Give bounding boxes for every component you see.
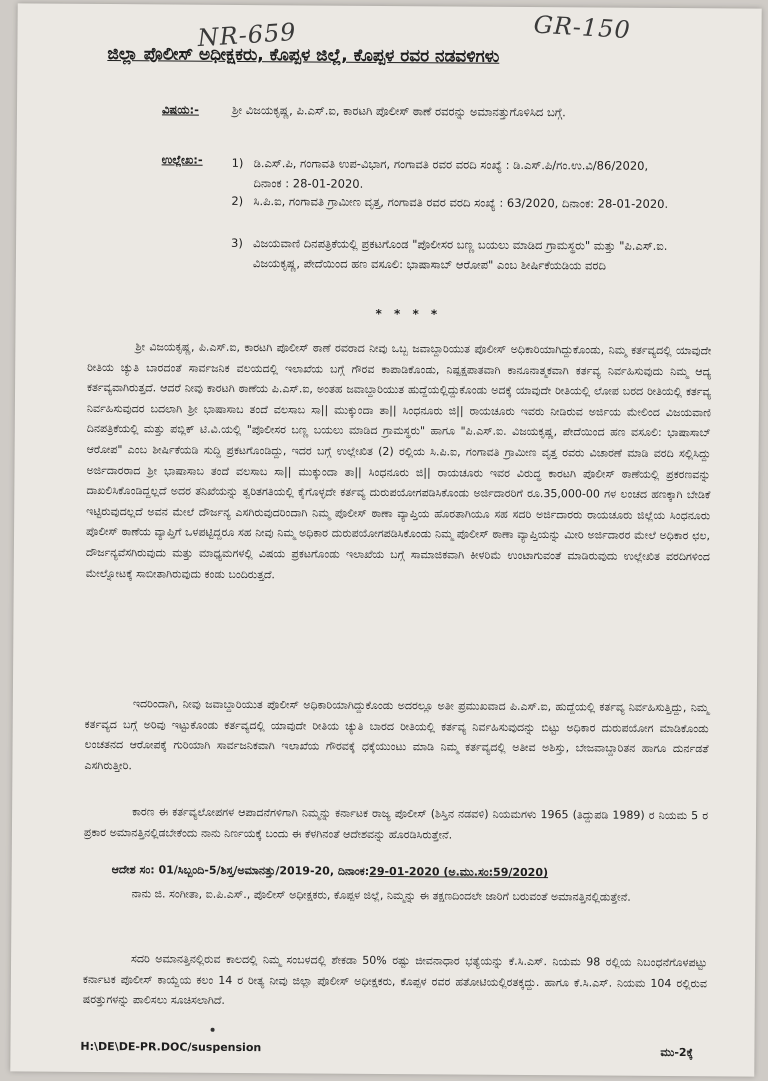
reference-item	[231, 153, 681, 196]
reference-number: 2)	[231, 193, 244, 208]
reference-item	[231, 233, 681, 276]
order-date-ref: 29-01-2020 (ಅ.ಮು.ಸಂ:59/2020)	[369, 864, 549, 880]
reference-text: ಸಿ.ಪಿ.ಐ, ಗಂಗಾವತಿ ಗ್ರಾಮೀಣ ವೃತ್ತ, ಗಂಗಾವತಿ ರವರ ವರದಿ ಸಂಖ್ಯೆ : 63/2020, ದಿನಾಂಕ: 28-01-2020.	[253, 194, 669, 211]
handwritten-annotation-right: GR-150	[532, 10, 632, 45]
document-page	[10, 3, 761, 1076]
reference-item	[231, 191, 681, 214]
document-title: ಜಿಲ್ಲಾ ಪೊಲೀಸ್ ಅಧೀಕ್ಷಕರು, ಕೊಪ್ಪಳ ಜಿಲ್ಲೆ, ಕೊಪ್ಪಳ ರವರ ನಡವಳಿಗಳು	[107, 44, 500, 67]
subject-block	[162, 99, 682, 123]
ink-dot	[211, 1028, 215, 1032]
closing-paragraph: ನಾನು ಜಿ. ಸಂಗೀತಾ, ಐ.ಪಿ.ಎಸ್., ಪೊಲೀಸ್ ಅಧೀಕ್ಷಕರು, ಕೊಪ್ಪಳ ಜಿಲ್ಲೆ, ನಿಮ್ಮನ್ನು ಈ ತಕ್ಷಣದಿಂದಲೇ ಜಾರಿಗೆ ಬರುವಂತೆ ಅಮಾನತ್ತಿನಲ್ಲಿಡುತ್ತೇನೆ.	[131, 887, 631, 904]
body-paragraph: ಕಾರಣ ಈ ಕರ್ತವ್ಯಲೋಪಗಳ ಆಪಾದನೆಗಳಿಗಾಗಿ ನಿಮ್ಮನ್ನು ಕರ್ನಾಟಕ ರಾಜ್ಯ ಪೊಲೀಸ್ (ಶಿಸ್ತಿನ ನಡವಳಿ) ನಿಯಮಗಳು 1965 (ತಿದ್ದುಪಡಿ 1989) ರ ನಿಯಮ 5 ರ ಪ್ರಕಾರ ಅಮಾನತ್ತಿನಲ್ಲಿಡಬೇಕೆಂದು ನಾನು ನಿರ್ಣಯಕ್ಕೆ ಬಂದು ಈ ಕೆಳಗಿನಂತೆ ಆದೇಶವನ್ನು ಹೊರಡಿಸಿರುತ್ತೇನೆ.	[83, 805, 709, 842]
reference-text: ವಿಜಯವಾಣಿ ದಿನಪತ್ರಿಕೆಯಲ್ಲಿ ಪ್ರಕಟಗೊಂಡ "ಪೊಲೀಸರ ಬಣ್ಣ ಬಯಲು ಮಾಡಿದ ಗ್ರಾಮಸ್ಥರು" ಮತ್ತು "ಪಿ.ಎಸ್.ಐ. ವಿಜಯಕೃಷ್ಣ, ಪೇದೆಯಿಂದ ಹಣ ವಸೂಲಿ: ಭಾಷಾಸಾಬ್ ಆರೋಪ" ಎಂಬ ಶೀರ್ಷಿಕೆಯಡಿಯ ವರದಿ	[252, 236, 668, 273]
subject-label: ವಿಷಯ:-	[161, 102, 199, 117]
reference-number: 3)	[231, 235, 243, 250]
subject-text: ಶ್ರೀ ವಿಜಯಕೃಷ್ಣ, ಪಿ.ಎಸ್.ಐ, ಕಾರಟಗಿ ಪೊಲೀಸ್ ಠಾಣೆ ರವರನ್ನು ಅಮಾನತ್ತುಗೊಳಿಸಿದ ಬಗ್ಗೆ.	[231, 102, 566, 120]
handwritten-annotation-left: NR-659	[196, 17, 298, 53]
closing-paragraph: ಸದರಿ ಅಮಾನತ್ತಿನಲ್ಲಿರುವ ಕಾಲದಲ್ಲಿ ನಿಮ್ಮ ಸಂಬಳದಲ್ಲಿ ಶೇಕಡಾ 50% ರಷ್ಟು ಜೀವನಾಧಾರ ಭತ್ಯೆಯನ್ನು ಕೆ.ಸಿ.ಎಸ್. ನಿಯಮ 98 ರಲ್ಲಿಯ ನಿಬಂಧನೆಗೊಳಪಟ್ಟು ಕರ್ನಾಟಕ ಪೊಲೀಸ್ ಕಾಯ್ದೆಯ ಕಲಂ 14 ರ ರೀತ್ಯ ನೀವು ಜಿಲ್ಲಾ ಪೊಲೀಸ್ ಅಧೀಕ್ಷಕರು, ಕೊಪ್ಪಳ ರವರ ಹತೋಟಿಯಲ್ಲಿರತಕ್ಕದ್ದು. ಹಾಗೂ ಕೆ.ಸಿ.ಎಸ್. ನಿಯಮ 104 ರಲ್ಲಿರುವ ಷರತ್ತುಗಳನ್ನು ಪಾಲಿಸಲು ಸೂಚಿಸಲಾಗಿದೆ.	[82, 952, 708, 1008]
reference-number: 1)	[231, 155, 244, 170]
references-label: ಉಲ್ಲೇಖ:-	[161, 152, 203, 167]
page-continuation: ಮು-2ಕ್ಕೆ	[660, 1045, 694, 1060]
body-paragraph: ಇದರಿಂದಾಗಿ, ನೀವು ಜವಾಬ್ದಾರಿಯುತ ಪೊಲೀಸ್ ಅಧಿಕಾರಿಯಾಗಿದ್ದುಕೊಂಡು ಅದರಲ್ಲೂ ಅತೀ ಪ್ರಮುಖವಾದ ಪಿ.ಎಸ್.ಐ, ಹುದ್ದೆಯಲ್ಲಿ ಕರ್ತವ್ಯ ನಿರ್ವಹಿಸುತ್ತಿದ್ದು, ನಿಮ್ಮ ಕರ್ತವ್ಯದ ಬಗ್ಗೆ ಅರಿವು ಇಟ್ಟುಕೊಂಡು ಕರ್ತವ್ಯದಲ್ಲಿ ಯಾವುದೇ ರೀತಿಯ ಚ್ಯುತಿ ಬಾರದ ರೀತಿಯಲ್ಲಿ ಕರ್ತವ್ಯ ನಿರ್ವಹಿಸುವುದನ್ನು ಬಿಟ್ಟು ಅಧಿಕಾರ ದುರುಪಯೋಗ ಮಾಡಿಕೊಂಡು ಲಂಚತನದ ಆರೋಪಕ್ಕೆ ಗುರಿಯಾಗಿ ಸಾರ್ವಜನಿಕವಾಗಿ ಇಲಾಖೆಯ ಗೌರವಕ್ಕೆ ಧಕ್ಕೆಯುಂಟು ಮಾಡಿ ನಿಮ್ಮ ಕರ್ತವ್ಯದಲ್ಲಿ ಅತೀವ ಅಶಿಸ್ತು, ಬೇಜವಾಬ್ದಾರಿತನ ಹಾಗೂ ದುರ್ನಡತೆ ಎಸಗಿರುತ್ತೀರಿ.	[84, 697, 709, 773]
reference-text: ಡಿ.ಎಸ್.ಪಿ, ಗಂಗಾವತಿ ಉಪ-ವಿಭಾಗ, ಗಂಗಾವತಿ ರವರ ವರದಿ ಸಂಖ್ಯೆ : ಡಿ.ಎಸ್.ಪಿ/ಗಂ.ಉ.ವಿ/86/2020, ದಿನಾಂಕ : 28-01-2020.	[253, 156, 649, 191]
section-separator: * * * *	[375, 306, 442, 322]
file-path-footer: H:\DE\DE-PR.DOC/suspension	[80, 1039, 262, 1055]
order-number	[112, 861, 692, 883]
body-paragraph: ಶ್ರೀ ವಿಜಯಕೃಷ್ಣ, ಪಿ.ಎಸ್.ಐ, ಕಾರಟಗಿ ಪೊಲೀಸ್ ಠಾಣೆ ರವರಾದ ನೀವು ಒಬ್ಬ ಜವಾಬ್ದಾರಿಯುತ ಪೊಲೀಸ್ ಅಧಿಕಾರಿಯಾಗಿದ್ದುಕೊಂಡು, ನಿಮ್ಮ ಕರ್ತವ್ಯದಲ್ಲಿ ಯಾವುದೇ ರೀತಿಯ ಚ್ಯುತಿ ಬಾರದಂತೆ ಸಾರ್ವಜನಿಕ ವಲಯದಲ್ಲಿ ಇಲಾಖೆಯ ಬಗ್ಗೆ ಗೌರವ ಕಾಪಾಡಿಕೊಂಡು, ನಿಷ್ಪಕ್ಷಪಾತವಾಗಿ ಕಾನೂನಾತ್ಮಕವಾಗಿ ಕರ್ತವ್ಯ ನಿರ್ವಹಿಸುವುದು ನಿಮ್ಮ ಆದ್ಯ ಕರ್ತವ್ಯವಾಗಿರುತ್ತದೆ. ಆದರೆ ನೀವು ಕಾರಟಗಿ ಠಾಣೆಯ ಪಿ.ಎಸ್.ಐ, ಅಂತಹ ಜವಾಬ್ದಾರಿಯುತ ಹುದ್ದೆಯಲ್ಲಿದ್ದುಕೊಂಡು ಅದಕ್ಕೆ ಯಾವುದೇ ರೀತಿಯಲ್ಲಿ ಲೋಪ ಬರದ ರೀತಿಯಲ್ಲಿ ಕರ್ತವ್ಯ ನಿರ್ವಹಿಸುವುದರ ಬದಲಾಗಿ ಶ್ರೀ ಭಾಷಾಸಾಬ ತಂದೆ ವಲಸಾಬ ಸಾ|| ಮುಕ್ಕುಂದಾ ತಾ|| ಸಿಂಧನೂರು ಜಿ|| ರಾಯಚೂರು ಇವರು ನೀಡಿರುವ ಅರ್ಜಿಯ ಮೇಲಿಂದ ವಿಜಯವಾಣಿ ದಿನಪತ್ರಿಕೆಯಲ್ಲಿ ಮತ್ತು ಪಬ್ಲಿಕ್ ಟಿ.ವಿ.ಯಲ್ಲಿ "ಪೊಲೀಸರ ಬಣ್ಣ ಬಯಲು ಮಾಡಿದ ಗ್ರಾಮಸ್ಥರು" ಹಾಗೂ "ಪಿ.ಎಸ್.ಐ. ವಿಜಯಕೃಷ್ಣ, ಪೇದೆಯಿಂದ ಹಣ ವಸೂಲಿ: ಭಾಷಾಸಾಬ್ ಆರೋಪ" ಎಂಬ ಶೀರ್ಷಿಕೆಯಡಿ ಸುದ್ದಿ ಪ್ರಕಟಗೊಂಡಿದ್ದು, ಇದರ ಬಗ್ಗೆ ಉಲ್ಲೇಖಿತ (2) ರಲ್ಲಿಯ ಸಿ.ಪಿ.ಐ, ಗಂಗಾವತಿ ಗ್ರಾಮೀಣ ವೃತ್ತ ರವರು ವಿಚಾರಣೆ ಮಾಡಿ ವರದಿ ಸಲ್ಲಿಸಿದ್ದು ಅರ್ಜಿದಾರರಾದ ಶ್ರೀ ಭಾಷಾಸಾಬ ತಂದೆ ವಲಸಾಬ ಸಾ|| ಮುಕ್ಕುಂದಾ ತಾ|| ಸಿಂಧನೂರು ಜಿ|| ರಾಯಚೂರು ಇವರ ವಿರುದ್ಧ ಕಾರಟಗಿ ಪೊಲೀಸ್ ಠಾಣೆಯಲ್ಲಿ ಪ್ರಕರಣವನ್ನು ದಾಖಲಿಸಿಕೊಂಡಿದ್ದಲ್ಲದೆ ಅದರ ತನಿಖೆಯನ್ನು ತ್ವರಿತಗತಿಯಲ್ಲಿ ಕೈಗೊಳ್ಳದೇ ಕರ್ತವ್ಯ ದುರುಪಯೋಗಪಡಿಸಿಕೊಂಡು ಅರ್ಜಿದಾರರಿಗೆ ರೂ.35,000-00 ಗಳ ಲಂಚದ ಹಣಕ್ಕಾಗಿ ಬೇಡಿಕೆ ಇಟ್ಟಿರುವುದಲ್ಲದೆ ಅವನ ಮೇಲೆ ದೌರ್ಜನ್ಯ ಎಸಗಿರುವುದರಿಂದಾಗಿ ನಿಮ್ಮ ಪೊಲೀಸ್ ಠಾಣಾ ವ್ಯಾಪ್ತಿಯ ಹೊರತಾಗಿಯೂ ಸಹ ಸದರಿ ಅರ್ಜಿದಾರರು ರಾಯಚೂರು ಜಿಲ್ಲೆಯ ಸಿಂಧನೂರು ಪೊಲೀಸ್ ಠಾಣೆಯ ವ್ಯಾಪ್ತಿಗೆ ಒಳಪಟ್ಟಿದ್ದರೂ ಸಹ ನೀವು ನಿಮ್ಮ ಅಧಿಕಾರ ದುರುಪಯೋಗಪಡಿಸಿಕೊಂಡು ನಿಮ್ಮ ಪೊಲೀಸ್ ಠಾಣಾ ವ್ಯಾಪ್ತಿಯನ್ನು ಮೀರಿ ಅರ್ಜಿದಾರರ ಮೇಲೆ ಅಧಿಕಾರ ಛಲ, ದೌರ್ಜನ್ಯವೆಸಗಿರುವುದು ಮತ್ತು ಮಾಧ್ಯಮಗಳಲ್ಲಿ ವಿಷಯ ಪ್ರಕಟಗೊಂಡು ಇಲಾಖೆಯ ಬಗ್ಗೆ ಸಾಮಾಜಿಕವಾಗಿ ಕೀಳರಿಮೆ ಉಂಟಾಗುವಂತೆ ಮಾಡಿರುವುದು ಉಲ್ಲೇಖಿತ ವರದಿಗಳಿಂದ ಮೇಲ್ನೋಟಕ್ಕೆ ಸಾಬೀತಾಗಿರುವುದು ಕಂಡು ಬಂದಿರುತ್ತದೆ.	[85, 340, 712, 581]
order-prefix: ಆದೇಶ ಸಂ: 01/ಸಿಬ್ಬಂದಿ-5/ಶಿಸ್ತ/ಅಮಾನತ್ತು/2019-20, ದಿನಾಂಕ:	[111, 863, 370, 878]
